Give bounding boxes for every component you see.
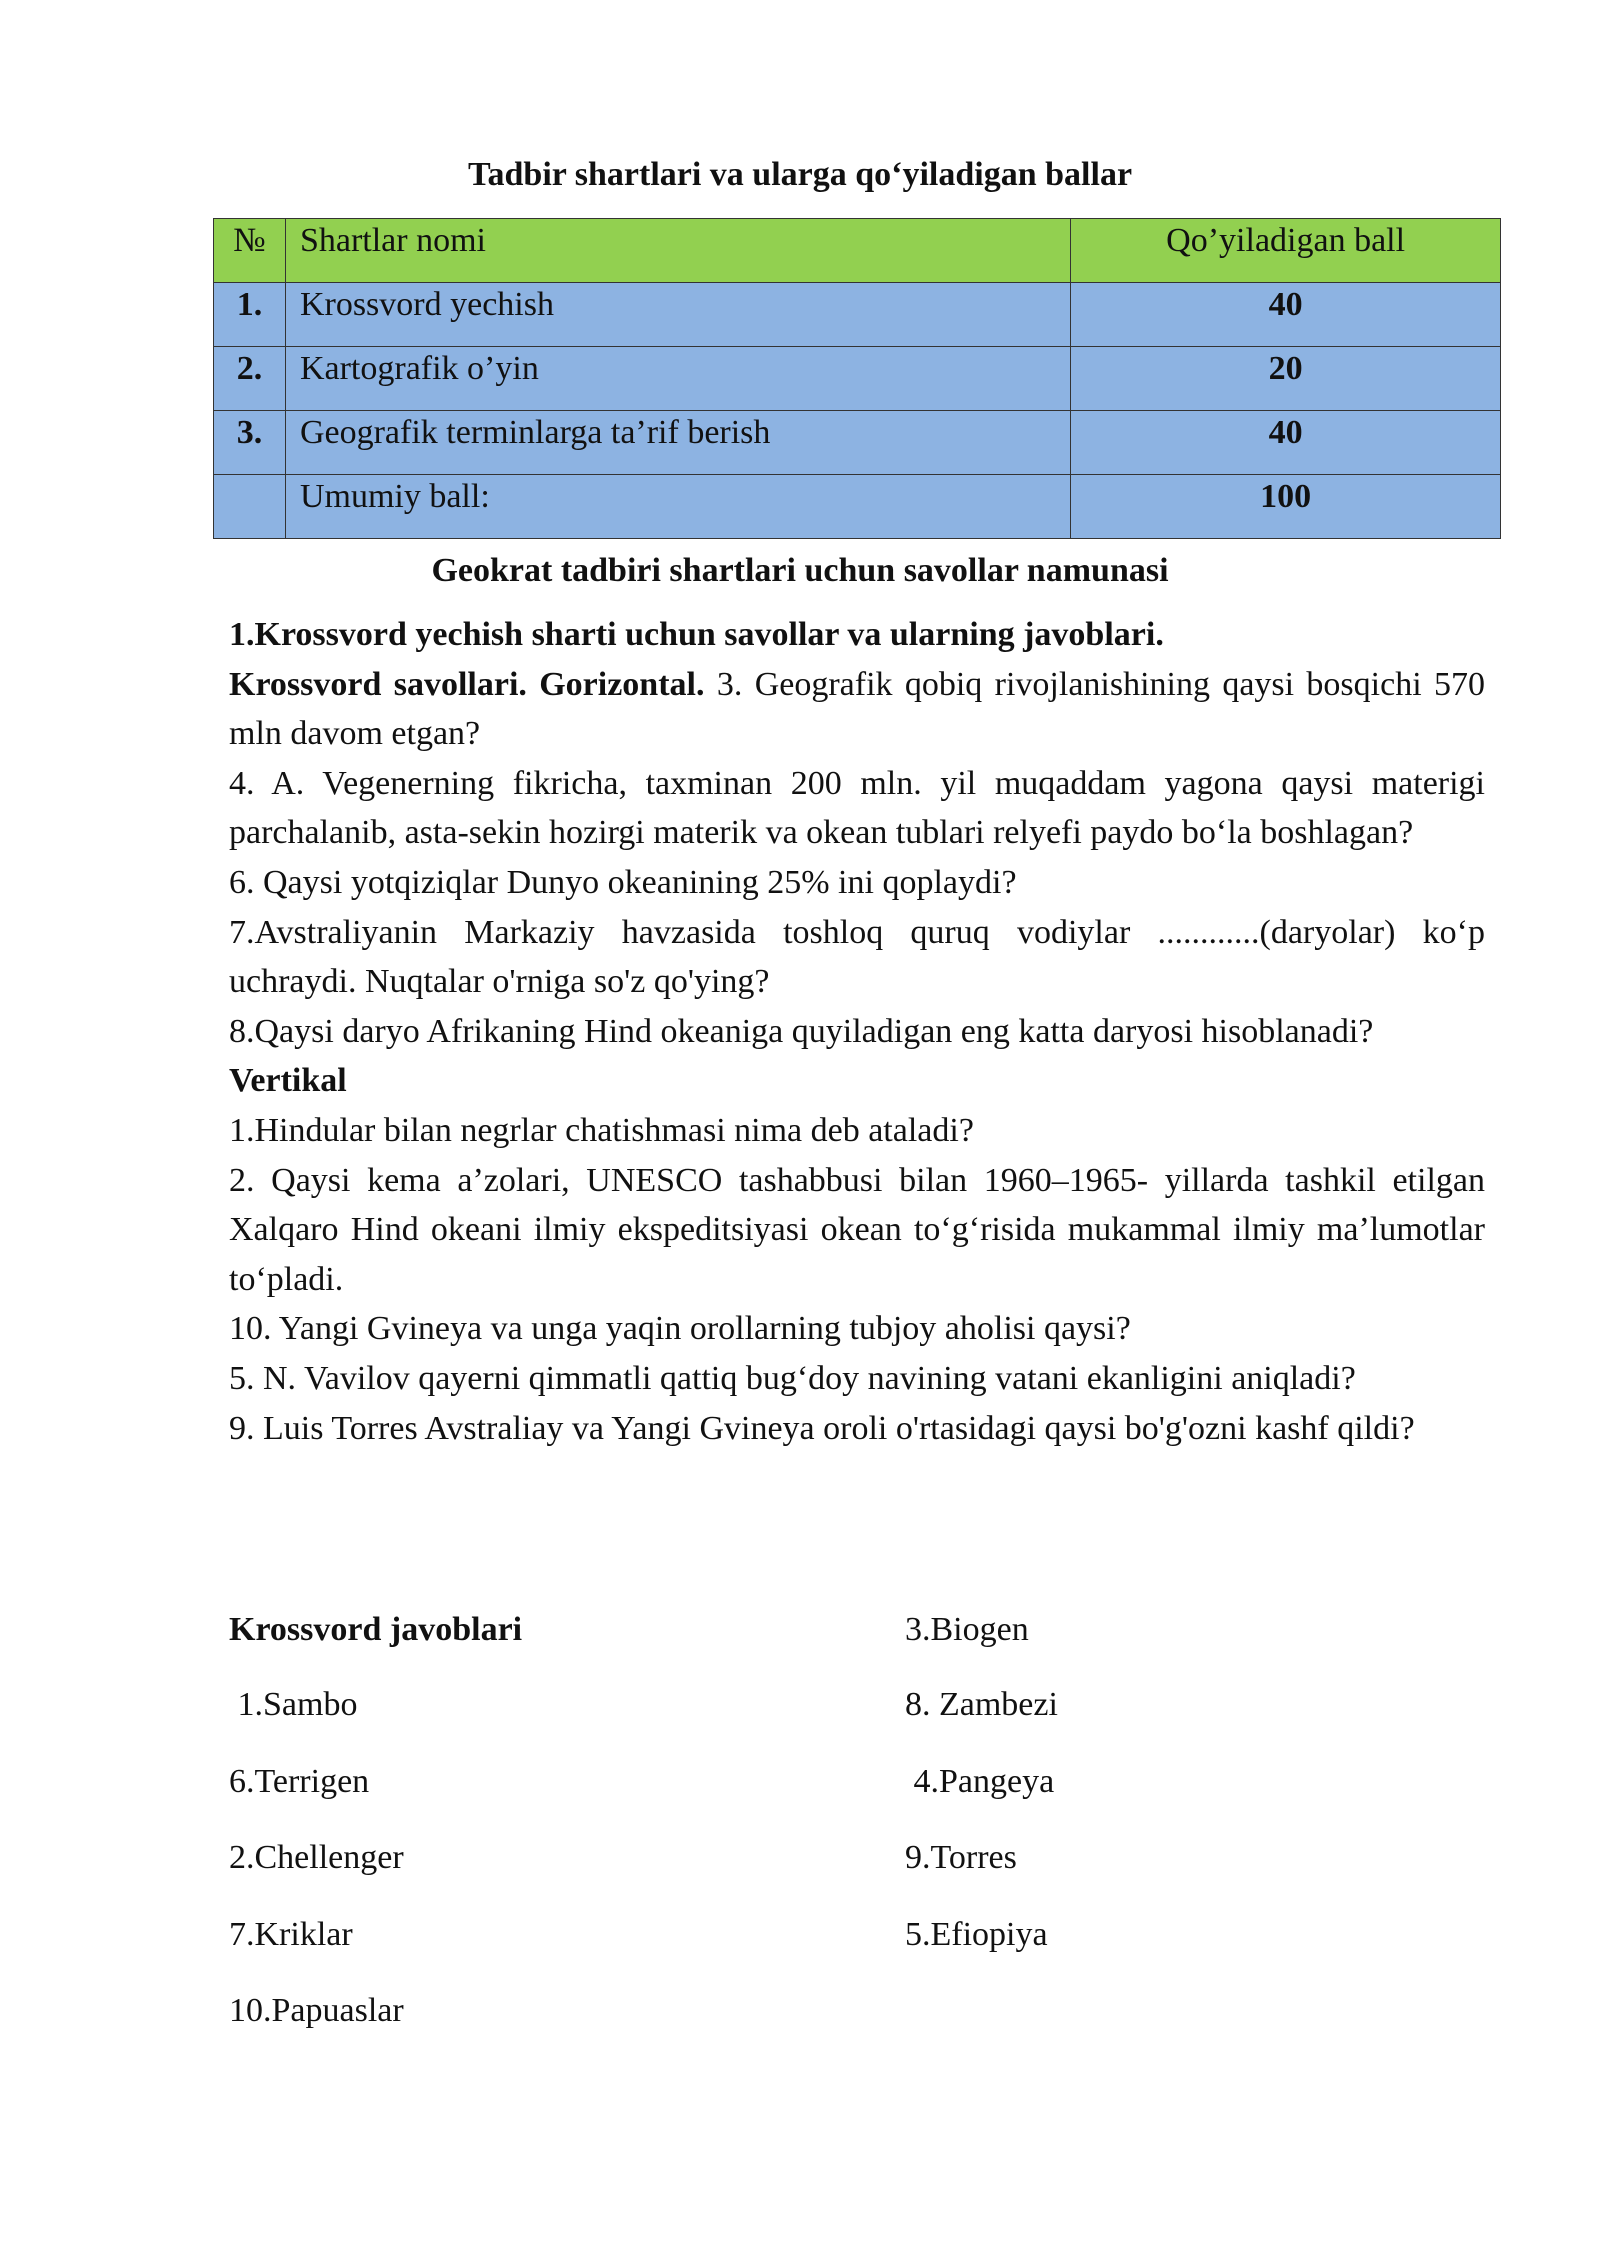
answer-item: 9.Torres: [905, 1839, 1017, 1876]
page-title: Tadbir shartlari va ularga qo‘yiladigan ballar: [467, 156, 1133, 193]
row-number: 2.: [214, 347, 286, 411]
answers-heading: Krossvord javoblari: [229, 1611, 523, 1648]
answer-item: 5.Efiopiya: [905, 1915, 1048, 1953]
table-row: [214, 347, 1501, 411]
answer-item: 8. Zambezi: [905, 1686, 1058, 1723]
answers-row: [229, 1986, 1485, 2063]
header-condition-name: Shartlar nomi: [285, 219, 1070, 283]
vertical-question-2: 2. Qaysi kema a’zolari, UNESCO tashabbusi bilan 1960–1965- yillarda tashkil etilgan Xalqaro Hind okeani ilmiy ekspeditsiyasi okean to‘g‘risida mukammal ilmiy ma’lumotlar to‘pladi.: [229, 1161, 1485, 1298]
question-text: 3. Geografik qobiq rivojlanishining qaysi bosqichi 570 mln davom etgan?: [229, 665, 1485, 753]
table-header-row: [214, 219, 1501, 283]
answer-item: 4.Pangeya: [905, 1762, 1055, 1800]
horizontal-question-7: 7.Avstraliyanin Markaziy havzasida toshloq quruq vodiylar ............(daryolar) ko‘p uchraydi. Nuqtalar o'rniga so'z qo'ying?: [229, 913, 1485, 1001]
table-row: [214, 411, 1501, 475]
answer-item: 2.Chellenger: [229, 1839, 404, 1876]
row-condition-name: Krossvord yechish: [285, 283, 1070, 347]
horizontal-question-6: 6. Qaysi yotqiziqlar Dunyo okeanining 25% ini qoplaydi?: [229, 863, 1017, 901]
row-number: 1.: [214, 283, 286, 347]
total-label: Umumiy ball:: [285, 475, 1070, 539]
row-number: 3.: [214, 411, 286, 475]
answer-item: 6.Terrigen: [229, 1762, 370, 1800]
horizontal-question-8: 8.Qaysi daryo Afrikaning Hind okeaniga quyiladigan eng katta daryosi hisoblanadi?: [229, 1012, 1374, 1050]
vertical-question-10: 10. Yangi Gvineya va unga yaqin orollarning tubjoy aholisi qaysi?: [229, 1310, 1131, 1348]
answers-row: [229, 1910, 1485, 1987]
horizontal-question-3: [229, 660, 1485, 759]
answer-item: 7.Kriklar: [229, 1915, 353, 1953]
scores-table: [213, 218, 1501, 539]
answers-row: [229, 1605, 1485, 1680]
questions-body: [229, 610, 1485, 1453]
answers-block: [229, 1605, 1485, 2063]
section-title: Geokrat tadbiri shartlari uchun savollar namunasi: [431, 552, 1169, 589]
row-condition-name: Geografik terminlarga ta’rif berish: [285, 411, 1070, 475]
row-number: [214, 475, 286, 539]
row-points: 40: [1071, 411, 1501, 475]
answers-row: [229, 1680, 1485, 1757]
header-points: Qo’yiladigan ball: [1071, 219, 1501, 283]
answer-item: 3.Biogen: [905, 1611, 1029, 1648]
horizontal-question-4: 4. A. Vegenerning fikricha, taxminan 200 mln. yil muqaddam yagona qaysi materigi parchalanib, asta-sekin hozirgi materik va okean tublari relyefi paydo bo‘la boshlagan?: [229, 764, 1485, 852]
total-points: 100: [1071, 475, 1501, 539]
row-condition-name: Kartografik o’yin: [285, 347, 1070, 411]
answers-row: [229, 1833, 1485, 1910]
answer-item: 10.Papuaslar: [229, 1992, 404, 2029]
section-heading: 1.Krossvord yechish sharti uchun savollar va ularning javoblari.: [229, 616, 1164, 653]
row-points: 20: [1071, 347, 1501, 411]
table-row: [214, 283, 1501, 347]
vertical-question-9: 9. Luis Torres Avstraliay va Yangi Gvineya oroli o'rtasidagi qaysi bo'g'ozni kashf qildi?: [229, 1409, 1415, 1447]
row-points: 40: [1071, 283, 1501, 347]
answers-row: [229, 1757, 1485, 1834]
header-number: №: [214, 219, 286, 283]
answer-item: 1.Sambo: [229, 1686, 358, 1723]
vertical-question-5: 5. N. Vavilov qayerni qimmatli qattiq bug‘doy navining vatani ekanligini aniqladi?: [229, 1359, 1356, 1397]
vertical-question-1: 1.Hindular bilan negrlar chatishmasi nima deb ataladi?: [229, 1111, 974, 1149]
horizontal-label: Krossvord savollari. Gorizontal.: [229, 665, 705, 703]
table-total-row: [214, 475, 1501, 539]
vertical-label: Vertikal: [229, 1062, 347, 1100]
